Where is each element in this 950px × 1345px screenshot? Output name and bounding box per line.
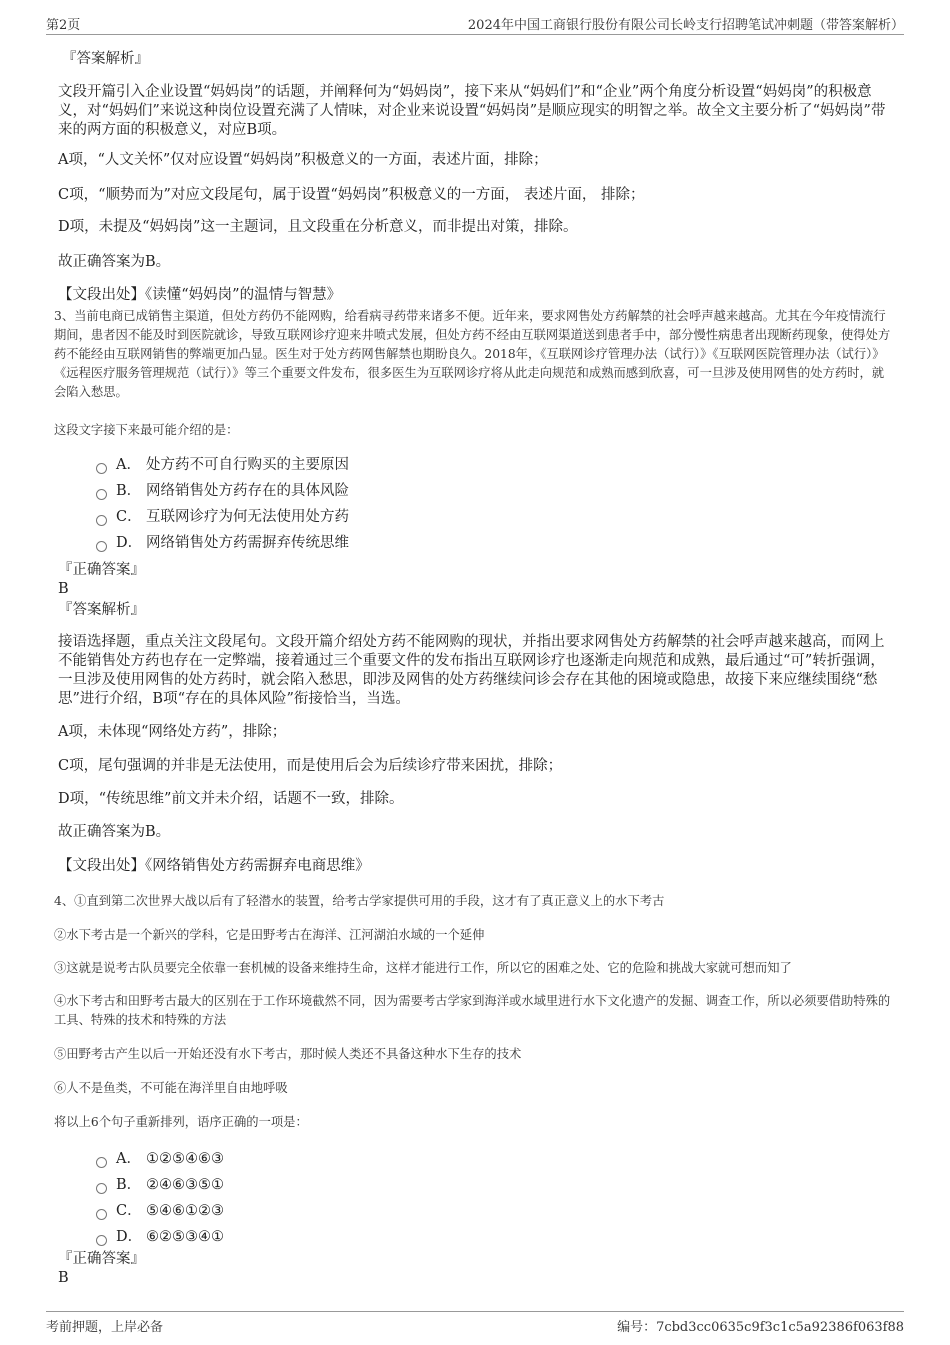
q2-option-a-analysis: A项，“人文关怀”仅对应设置“妈妈岗”积极意义的一方面，表述片面，排除； xyxy=(58,152,548,168)
radio-button[interactable] xyxy=(96,489,107,500)
q4-question: 将以上6个句子重新排列，语序正确的一项是： xyxy=(54,1115,308,1129)
radio-button[interactable] xyxy=(96,463,107,474)
page-number: 第2页 xyxy=(46,18,81,33)
q3-answer: B xyxy=(58,581,69,597)
document-title: 2024年中国工商银行股份有限公司长岭支行招聘笔试冲刺题（带答案解析） xyxy=(467,18,904,33)
radio-button[interactable] xyxy=(96,1209,107,1220)
q4-option-b[interactable]: B． ②④⑥③⑤① xyxy=(96,1176,224,1194)
footer-document-id: 编号：7cbd3cc0635c9f3c1c5a92386f063f88 xyxy=(617,1320,904,1335)
q3-option-a[interactable]: A． 处方药不可自行购买的主要原因 xyxy=(96,456,349,474)
q4-answer-label: 『正确答案』 xyxy=(58,1251,145,1267)
q3-option-c[interactable]: C． 互联网诊疗为何无法使用处方药 xyxy=(96,508,349,526)
q2-analysis-text: 文段开篇引入企业设置“妈妈岗”的话题，并阐释何为“妈妈岗”，接下来从“妈妈们”和“企业”两个角度分析设置“妈妈岗”的积极意义，对“妈妈们”来说这种岗位设置充满了人情味，对企业来说设置“妈妈岗”是顺应现实的明智之举。故全文主要分析了“妈妈岗”带来的两方面的积极意义，对应B项。 xyxy=(58,84,886,138)
q4-answer: B xyxy=(58,1270,69,1286)
q3-answer-label: 『正确答案』 xyxy=(58,562,145,578)
q4-sentence-4: ④水下考古和田野考古最大的区别在于工作环境截然不同，因为需要考古学家到海洋或水域里进行水下文化遗产的发掘、调查工作，所以必须要借助特殊的工具、特殊的技术和特殊的方法 xyxy=(54,994,891,1027)
page-header xyxy=(46,12,904,35)
q3-option-c-analysis: C项，尾句强调的并非是无法使用，而是使用后会为后续诊疗带来困扰，排除； xyxy=(58,758,563,774)
q3-option-a-analysis: A项，未体现“网络处方药”，排除； xyxy=(58,724,287,740)
q3-source: 【文段出处】《网络销售处方药需摒弃电商思维》 xyxy=(58,858,370,874)
q4-sentence-6: ⑥人不是鱼类，不可能在海洋里自由地呼吸 xyxy=(54,1081,288,1095)
page-footer xyxy=(46,1311,904,1336)
q3-analysis-text: 接语选择题，重点关注文段尾句。文段开篇介绍处方药不能网购的现状，并指出要求网售处方药解禁的社会呼声越来越高，而网上不能销售处方药也存在一定弊端，接着通过三个重要文件的发布指出互联网诊疗也逐渐走向规范和成熟，最后通过“可”转折强调，一旦涉及使用网售的处方药时，就会陷入愁思，即涉及网售的处方药继续问诊会存在其他的困境或隐患，故接下来应继续围绕“愁思”进行介绍，B项“存在的具体风险”衔接恰当，当选。 xyxy=(58,634,885,707)
q3-option-d-analysis: D项，“传统思维”前文并未介绍，话题不一致，排除。 xyxy=(58,791,404,807)
q2-source: 【文段出处】《读懂“妈妈岗”的温情与智慧》 xyxy=(58,287,342,303)
radio-button[interactable] xyxy=(96,1235,107,1246)
q3-option-b[interactable]: B． 网络销售处方药存在的具体风险 xyxy=(96,482,349,500)
q4-option-c[interactable]: C． ⑤④⑥①②③ xyxy=(96,1202,224,1220)
radio-button[interactable] xyxy=(96,1157,107,1168)
q2-analysis-label: 『答案解析』 xyxy=(62,51,149,67)
radio-button[interactable] xyxy=(96,1183,107,1194)
q4-option-a[interactable]: A． ①②⑤④⑥③ xyxy=(96,1150,224,1168)
q2-option-c-analysis: C项，“顺势而为”对应文段尾句，属于设置“妈妈岗”积极意义的一方面， 表述片面， 排除； xyxy=(58,187,645,203)
q4-option-d[interactable]: D． ⑥②⑤③④① xyxy=(96,1228,224,1246)
q3-analysis-label: 『答案解析』 xyxy=(58,602,145,618)
q2-conclusion: 故正确答案为B。 xyxy=(58,254,171,270)
q3-option-d[interactable]: D． 网络销售处方药需摒弃传统思维 xyxy=(96,534,349,552)
q2-option-d-analysis: D项，未提及“妈妈岗”这一主题词，且文段重在分析意义，而非提出对策，排除。 xyxy=(58,219,578,235)
footer-slogan: 考前押题，上岸必备 xyxy=(46,1320,164,1335)
q4-sentence-3: ③这就是说考古队员要完全依靠一套机械的设备来维持生命，这样才能进行工作，所以它的困难之处、它的危险和挑战大家就可想而知了 xyxy=(54,961,792,975)
q4-sentence-1: 4、①直到第二次世界大战以后有了轻潜水的装置，给考古学家提供可用的手段，这才有了真正意义上的水下考古 xyxy=(54,894,665,908)
q3-conclusion: 故正确答案为B。 xyxy=(58,824,171,840)
q3-question: 这段文字接下来最可能介绍的是： xyxy=(54,423,239,437)
radio-button[interactable] xyxy=(96,541,107,552)
radio-button[interactable] xyxy=(96,515,107,526)
q4-sentence-2: ②水下考古是一个新兴的学科，它是田野考古在海洋、江河湖泊水域的一个延伸 xyxy=(54,928,485,942)
q3-passage: 3、当前电商已成销售主渠道，但处方药仍不能网购，给看病寻药带来诸多不便。近年来，要求网售处方药解禁的社会呼声越来越高。尤其在今年疫情流行期间，患者因不能及时到医院就诊，导致互联网诊疗迎来井喷式发展，但处方药不经由互联网渠道送到患者手中，部分慢性病患者出现断药现象，使得处方药不能经由互联网销售的弊端更加凸显。医生对于处方药网售解禁也期盼良久。2018年，《互联网诊疗管理办法（试行）》《互联网医院管理办法（试行）》《远程医疗服务管理规范（试行）》等三个重要文件发布，很多医生为互联网诊疗将从此走向规范和成熟而感到欣喜，可一旦涉及使用网售的处方药时，就会陷入愁思。 xyxy=(54,309,891,399)
q4-sentence-5: ⑤田野考古产生以后一开始还没有水下考古，那时候人类还不具备这种水下生存的技术 xyxy=(54,1047,522,1061)
